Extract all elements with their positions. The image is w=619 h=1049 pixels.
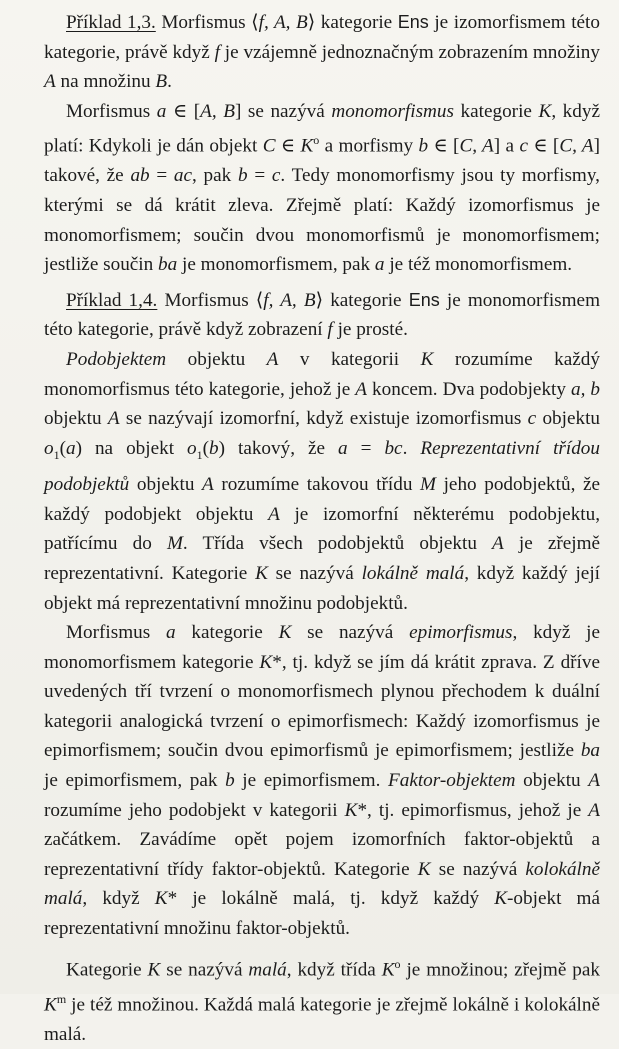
text-run: o [394, 956, 401, 971]
text-run: b [418, 135, 429, 157]
text-run: ∈ [ [527, 135, 560, 157]
text-run: K [259, 651, 273, 673]
text-run: Kategorie [66, 959, 148, 981]
text-run: K [381, 959, 395, 981]
text-run: se nazývá [291, 622, 410, 644]
text-run: rozumíme jeho podobjekt v kategorii [44, 799, 345, 821]
text-run: objektu [166, 348, 267, 370]
text-run: M [166, 533, 183, 555]
text-run: f [327, 319, 333, 341]
text-run: K [420, 348, 434, 370]
text-run: K [44, 994, 57, 1015]
text-run: K [154, 888, 168, 910]
text-run: koncem. Dva podobjekty [367, 378, 571, 400]
text-run: A [202, 474, 214, 496]
monomorphism-definition-paragraph [44, 97, 600, 280]
text-run: C, A [459, 135, 494, 157]
text-run: *, tj. epimorfismus, jehož je [357, 799, 589, 821]
text-run: A [588, 799, 600, 821]
text-run: objektu [44, 408, 108, 430]
text-run: ) takový, že [218, 437, 339, 459]
text-run: f, A, B [263, 289, 316, 311]
small-category-paragraph [44, 950, 600, 1049]
text-run: je izomorfismem této kategorie, právě když [44, 12, 600, 63]
text-run: . Tedy monomorfismy jsou ty morfismy, kterými se dá krátit zleva. Zřejmě platí: Každý izomorfismus je monomorfismem; součin dvou monomorfismů je monomorfismem; jestliže součin [44, 165, 600, 276]
text-run: , když [82, 888, 155, 910]
text-run: kategorie [453, 100, 539, 122]
text-run: . [167, 71, 172, 93]
text-run: c [519, 135, 528, 157]
text-run: f [214, 41, 220, 63]
text-run: K [300, 135, 314, 157]
text-run: ∈ [275, 135, 301, 157]
text-run: je monomorfismem této kategorie, právě když zobrazení [44, 289, 600, 341]
text-run: m [56, 991, 67, 1006]
page-text [44, 8, 600, 1049]
text-run: = [347, 437, 385, 459]
text-run: je též množinou. Každá malá kategorie je zřejmě lokálně i kolokálně malá. [44, 994, 600, 1045]
text-run: o [187, 437, 197, 459]
text-run: objektu [129, 474, 203, 496]
text-run: se nazývá [430, 858, 526, 880]
text-run: a [166, 622, 176, 644]
text-run: ac [173, 165, 193, 187]
text-run: se nazývají izomorfní, když existuje izomorfismus [119, 408, 528, 430]
text-run: lokálně malá [361, 562, 465, 584]
text-run: Ens [397, 12, 429, 32]
text-run: v kategorii [278, 348, 421, 370]
text-run: a [156, 100, 167, 122]
text-run: K [344, 799, 358, 821]
text-run: objektu [536, 408, 600, 430]
text-run: je vzájemně jednoznačným zobrazením množiny [219, 41, 600, 63]
example-1-4-paragraph [44, 286, 600, 345]
text-run: , pak [192, 165, 238, 187]
text-run: * [272, 651, 282, 673]
text-run: Reprezentativní třídou podobjektů [44, 437, 600, 496]
text-run: je prosté. [332, 319, 408, 341]
text-run: je zřejmě reprezentativní. Kategorie [44, 533, 601, 584]
text-run: f, A, B [258, 12, 308, 33]
text-run: 1 [53, 447, 60, 462]
text-run: a [338, 437, 348, 459]
text-run: K [538, 100, 552, 122]
text-run: M [420, 474, 436, 496]
text-run: b [225, 770, 235, 792]
text-run: kolokálně malá [44, 858, 600, 910]
text-run: A, B [200, 100, 235, 122]
text-run: ( [202, 437, 210, 459]
text-run: o [313, 133, 320, 148]
text-run: -objekt má reprezentativní množinu faktor-objektů. [44, 888, 600, 940]
text-run: K [255, 562, 268, 584]
text-run: Morfismus ⟨ [155, 12, 259, 33]
text-run: začátkem. Zavádíme opět pojem izomorfních faktor-objektů a reprezentativní třídy faktor-objektů. Kategorie [44, 829, 600, 880]
text-run: , když třída [286, 959, 382, 981]
text-run: je epimorfismem, pak [44, 770, 226, 792]
text-run: K [278, 622, 292, 644]
text-run: a morfismy [319, 135, 419, 157]
text-run: K [147, 959, 161, 981]
text-run: * je lokálně malá, tj. když každý [167, 888, 495, 910]
text-run: rozumíme takovou třídu [213, 474, 421, 496]
text-run: ∈ [ [428, 135, 460, 157]
text-run: se nazývá [267, 562, 362, 584]
text-run: objektu [515, 770, 589, 792]
text-run: ∈ [ [166, 100, 201, 122]
text-run: K [494, 888, 508, 910]
text-run: kategorie [175, 622, 279, 644]
text-run: = [247, 165, 272, 187]
text-run: A [266, 348, 279, 370]
text-run: , tj. když se jím dá krátit zprava. Z dříve uvedených tří tvrzení o monomorfismech plynou přechodem k duální kategorii analogická tvrzení o epimorfismech: Každý izomorfismus je epimorfismem; součin dvou epimorfismů je epimorfismem; jestliže [44, 651, 600, 762]
text-run: c [271, 165, 281, 187]
text-run: A [355, 378, 368, 400]
text-run: jeho podobjektů, že každý podobjekt objektu [44, 474, 600, 525]
text-run: K [417, 858, 431, 880]
text-run: Morfismus ⟨ [157, 289, 264, 311]
text-run: ) na objekt [75, 437, 188, 459]
text-run: Podobjektem [66, 348, 167, 370]
text-run: ba [580, 740, 600, 762]
example-heading: Příklad 1,4. [66, 289, 158, 311]
subobject-definition-paragraph [44, 345, 600, 618]
text-run: Morfismus [66, 622, 167, 644]
text-run: malá [248, 959, 287, 981]
text-run: rozumíme každý monomorfismus této kategorie, jehož je [44, 348, 600, 400]
text-run: C, A [559, 135, 594, 157]
text-run: ⟩ kategorie [307, 12, 398, 33]
text-run: C [262, 135, 276, 157]
text-run: bc [384, 437, 403, 459]
text-run: je též monomorfismem. [384, 254, 573, 276]
text-run: , když platí: Kdykoli je dán objekt [44, 100, 600, 157]
text-run: = [149, 165, 174, 187]
text-run: ] a [493, 135, 520, 157]
text-run: . Třída všech podobjektů objektu [182, 533, 493, 555]
text-run: B [155, 71, 168, 93]
text-run: Ens [408, 289, 440, 310]
text-run: je monomorfismem, pak [177, 254, 375, 276]
text-run: A [44, 71, 56, 93]
example-1-3-paragraph [44, 8, 600, 97]
text-run: , když je monomorfismem kategorie [44, 622, 601, 673]
text-run: je izomorfní některému podobjektu, patřícímu do [44, 503, 601, 555]
text-run: A [492, 533, 504, 555]
text-run: ⟩ kategorie [315, 289, 409, 311]
text-run: 1 [196, 447, 203, 462]
text-run: b [209, 437, 219, 459]
text-run: na množinu [55, 71, 156, 93]
text-run: c [527, 408, 537, 430]
text-run: monomorfismus [331, 100, 454, 122]
text-run: a, b [571, 378, 601, 400]
text-run: A [268, 503, 280, 525]
text-run: A [107, 408, 120, 430]
text-run: a [374, 254, 385, 276]
text-run: je množinou; zřejmě pak [400, 959, 600, 981]
epimorphism-definition-paragraph [44, 618, 600, 944]
text-run: ] takové, že [44, 135, 601, 187]
text-run: A [588, 770, 600, 792]
text-run: ab [130, 165, 150, 187]
text-run: se nazývá [160, 959, 249, 981]
text-run: . [402, 437, 421, 459]
text-run: je epimorfismem. [234, 770, 389, 792]
example-heading: Příklad 1,3. [66, 12, 156, 33]
text-run: epimorfismus [409, 622, 513, 644]
text-run: a [65, 437, 76, 459]
text-run: Morfismus [66, 100, 157, 122]
text-run: ( [59, 437, 66, 459]
text-run: ] se nazývá [234, 100, 332, 122]
text-run: b [238, 165, 248, 187]
text-run: Faktor-objektem [388, 770, 516, 792]
text-run: o [44, 437, 54, 459]
text-run: ba [158, 254, 178, 276]
text-run: , když každý její objekt má reprezentativní množinu podobjektů. [44, 562, 600, 614]
